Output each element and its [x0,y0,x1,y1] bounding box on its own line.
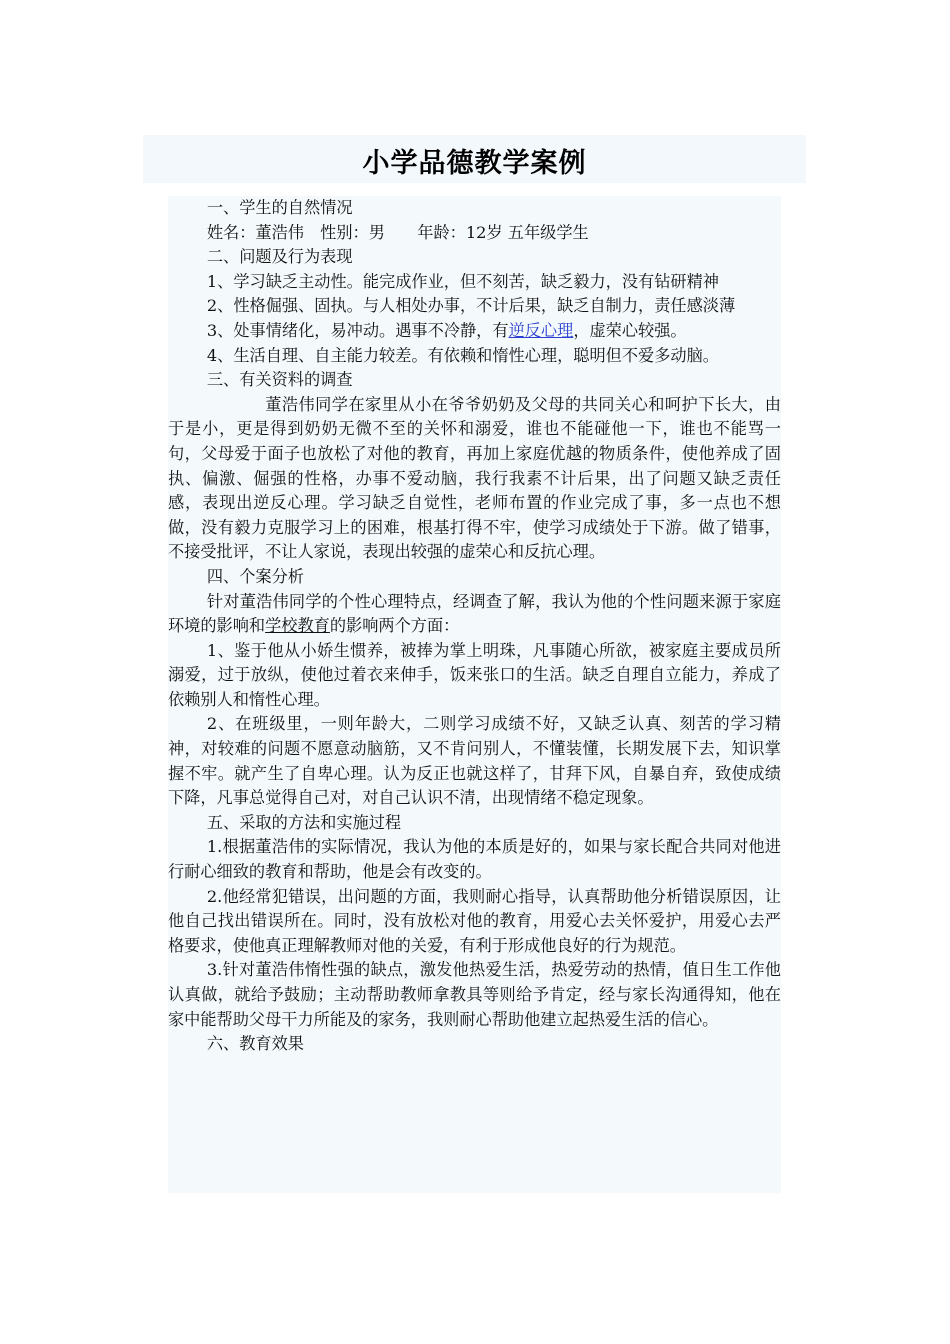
document-body [168,196,781,1057]
school-education-link[interactable]: 学校教育 [265,616,330,636]
section-6-heading: 六、教育效果 [206,1034,304,1054]
reverse-psychology-link[interactable]: 逆反心理 [508,320,574,340]
page-title: 小学品德教学案例 [362,148,587,179]
method-1: 1.根据董浩伟的实际情况，我认为他的本质是好的，如果与家长配合共同对他进行耐心细致的教育和帮助，他是会有改变的。 [168,837,781,882]
analysis-intro-text-b: 的影响两个方面： [329,616,460,636]
section-5-heading: 五、采取的方法和实施过程 [206,812,402,832]
analysis-intro [168,590,781,639]
analysis-1: 1、鉴于他从小娇生惯养，被捧为掌上明珠，凡事随心所欲，被家庭主要成员所溺爱，过于放纵，使他过着衣来伸手，饭来张口的生活。缺乏自理自立能力，养成了依赖别人和惰性心理。 [168,640,781,709]
section-1-heading: 一、学生的自然情况 [206,198,353,217]
problem-3 [168,319,781,344]
problem-3-text-a: 3、处事情绪化，易冲动。遇事不冷静，有 [206,320,509,340]
problem-3-text-b: ，虚荣心较强。 [573,320,687,340]
problem-1: 1、学习缺乏主动性。能完成作业，但不刻苦，缺乏毅力，没有钻研精神 [206,271,719,291]
student-info: 姓名：董浩伟 性别：男 年龄：12岁 五年级学生 [206,222,589,242]
section-3-heading: 三、有关资料的调查 [206,370,353,390]
section-2-heading: 二、问题及行为表现 [206,247,353,267]
problem-2: 2、性格倔强、固执。与人相处办事，不计后果，缺乏自制力，责任感淡薄 [206,296,736,316]
method-3: 3.针对董浩伟惰性强的缺点，激发他热爱生活，热爱劳动的热情，值日生工作他认真做，就给予鼓励；主动帮助教师拿教具等则给予肯定，经与家长沟通得知，他在家中能帮助父母干力所能及的家务，我则耐心帮助他建立起热爱生活的信心。 [168,960,781,1029]
survey-paragraph: 董浩伟同学在家里从小在爷爷奶奶及父母的共同关心和呵护下长大，由于是小，更是得到奶奶无微不至的关怀和溺爱，谁也不能碰他一下，谁也不能骂一句，父母爱于面子也放松了对他的教育，再加上家庭优越的物质条件，使他养成了固执、偏激、倔强的性格，办事不爱动脑，我行我素不计后果，出了问题又缺乏责任感，表现出逆反心理。学习缺乏自觉性，老师布置的作业完成了事，多一点也不想做，没有毅力克服学习上的困难，根基打得不牢，使学习成绩处于下游。做了错事，不接受批评，不让人家说，表现出较强的虚荣心和反抗心理。 [168,394,781,562]
section-4-heading: 四、个案分析 [206,566,304,586]
analysis-2: 2、在班级里，一则年龄大，二则学习成绩不好，又缺乏认真、刻苦的学习精神，对较难的问题不愿意动脑筋，又不肯问别人，不懂装懂，长期发展下去，知识掌握不牢。就产生了自卑心理。认为反正也就这样了，甘拜下风，自暴自弃，致使成绩下降，凡事总觉得自己对，对自己认识不清，出现情绪不稳定现象。 [168,714,781,808]
method-2: 2.他经常犯错误，出问题的方面，我则耐心指导，认真帮助他分析错误原因，让他自己找出错误所在。同时，没有放松对他的教育，用爱心去关怀爱护，用爱心去严格要求，使他真正理解教师对他的关爱，有利于形成他良好的行为规范。 [168,886,781,955]
analysis-intro-text-a: 针对董浩伟同学的个性心理特点，经调查了解，我认为他的个性问题来源于家庭环境的影响和 [168,591,781,636]
problem-4: 4、生活自理、自主能力较差。有依赖和惰性心理，聪明但不爱多动脑。 [206,345,719,365]
